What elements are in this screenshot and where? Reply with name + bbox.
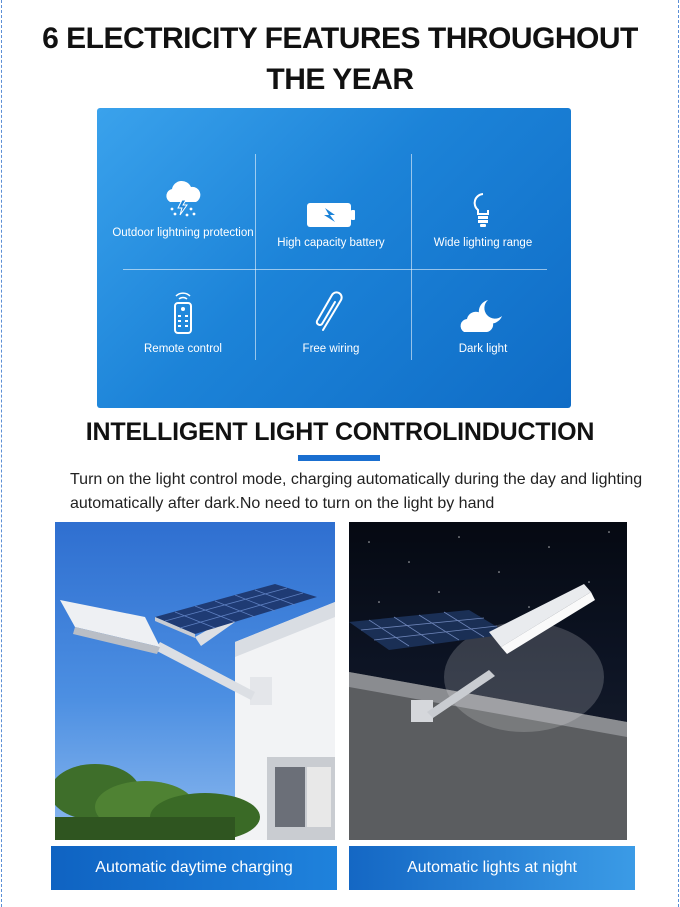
feature-lighting-range: [407, 182, 559, 250]
page-title: [0, 18, 680, 100]
section-description: Turn on the light control mode, charging automatically during the day and lighting automatically after dark.No need to turn on the light by hand: [70, 471, 643, 512]
feature-label: Dark light: [458, 343, 508, 355]
page-title-line-2: THE YEAR: [266, 63, 414, 96]
feature-battery: [255, 182, 407, 250]
feature-label: Remote control: [144, 343, 222, 355]
feature-label: Outdoor lightning protection: [112, 227, 254, 239]
features-panel: [97, 108, 571, 408]
feature-label: High capacity battery: [277, 237, 385, 249]
title-underline: [298, 455, 380, 461]
caption-daytime-charging: Automatic daytime charging: [51, 846, 337, 890]
feature-label: Wide lighting range: [433, 237, 533, 249]
remote-control-icon: [168, 290, 198, 336]
feature-label: Free wiring: [302, 343, 360, 355]
paperclip-icon: [311, 290, 351, 336]
cloud-lightning-icon: [160, 178, 206, 220]
right-dashed-border: [678, 0, 679, 907]
caption-night-lights: Automatic lights at night: [349, 846, 635, 890]
left-dashed-border: [1, 0, 2, 907]
feature-dark-light: [407, 288, 559, 356]
battery-icon: [305, 200, 357, 230]
feature-free-wiring: [255, 288, 407, 356]
daytime-street-light-photo: [55, 522, 335, 840]
nighttime-scene-illustration: [349, 522, 627, 840]
section-title: INTELLIGENT LIGHT CONTROLINDUCTION: [85, 418, 595, 446]
page-title-line-1: 6 ELECTRICITY FEATURES THROUGHOUT: [42, 22, 638, 55]
daytime-scene-illustration: [55, 522, 335, 840]
nighttime-street-light-photo: [349, 522, 627, 840]
lightbulb-icon: [468, 190, 498, 230]
feature-lightning-protection: [107, 172, 259, 240]
feature-remote-control: [107, 288, 259, 356]
grid-divider-horizontal: [123, 269, 547, 270]
moon-cloud-icon: [458, 296, 508, 336]
